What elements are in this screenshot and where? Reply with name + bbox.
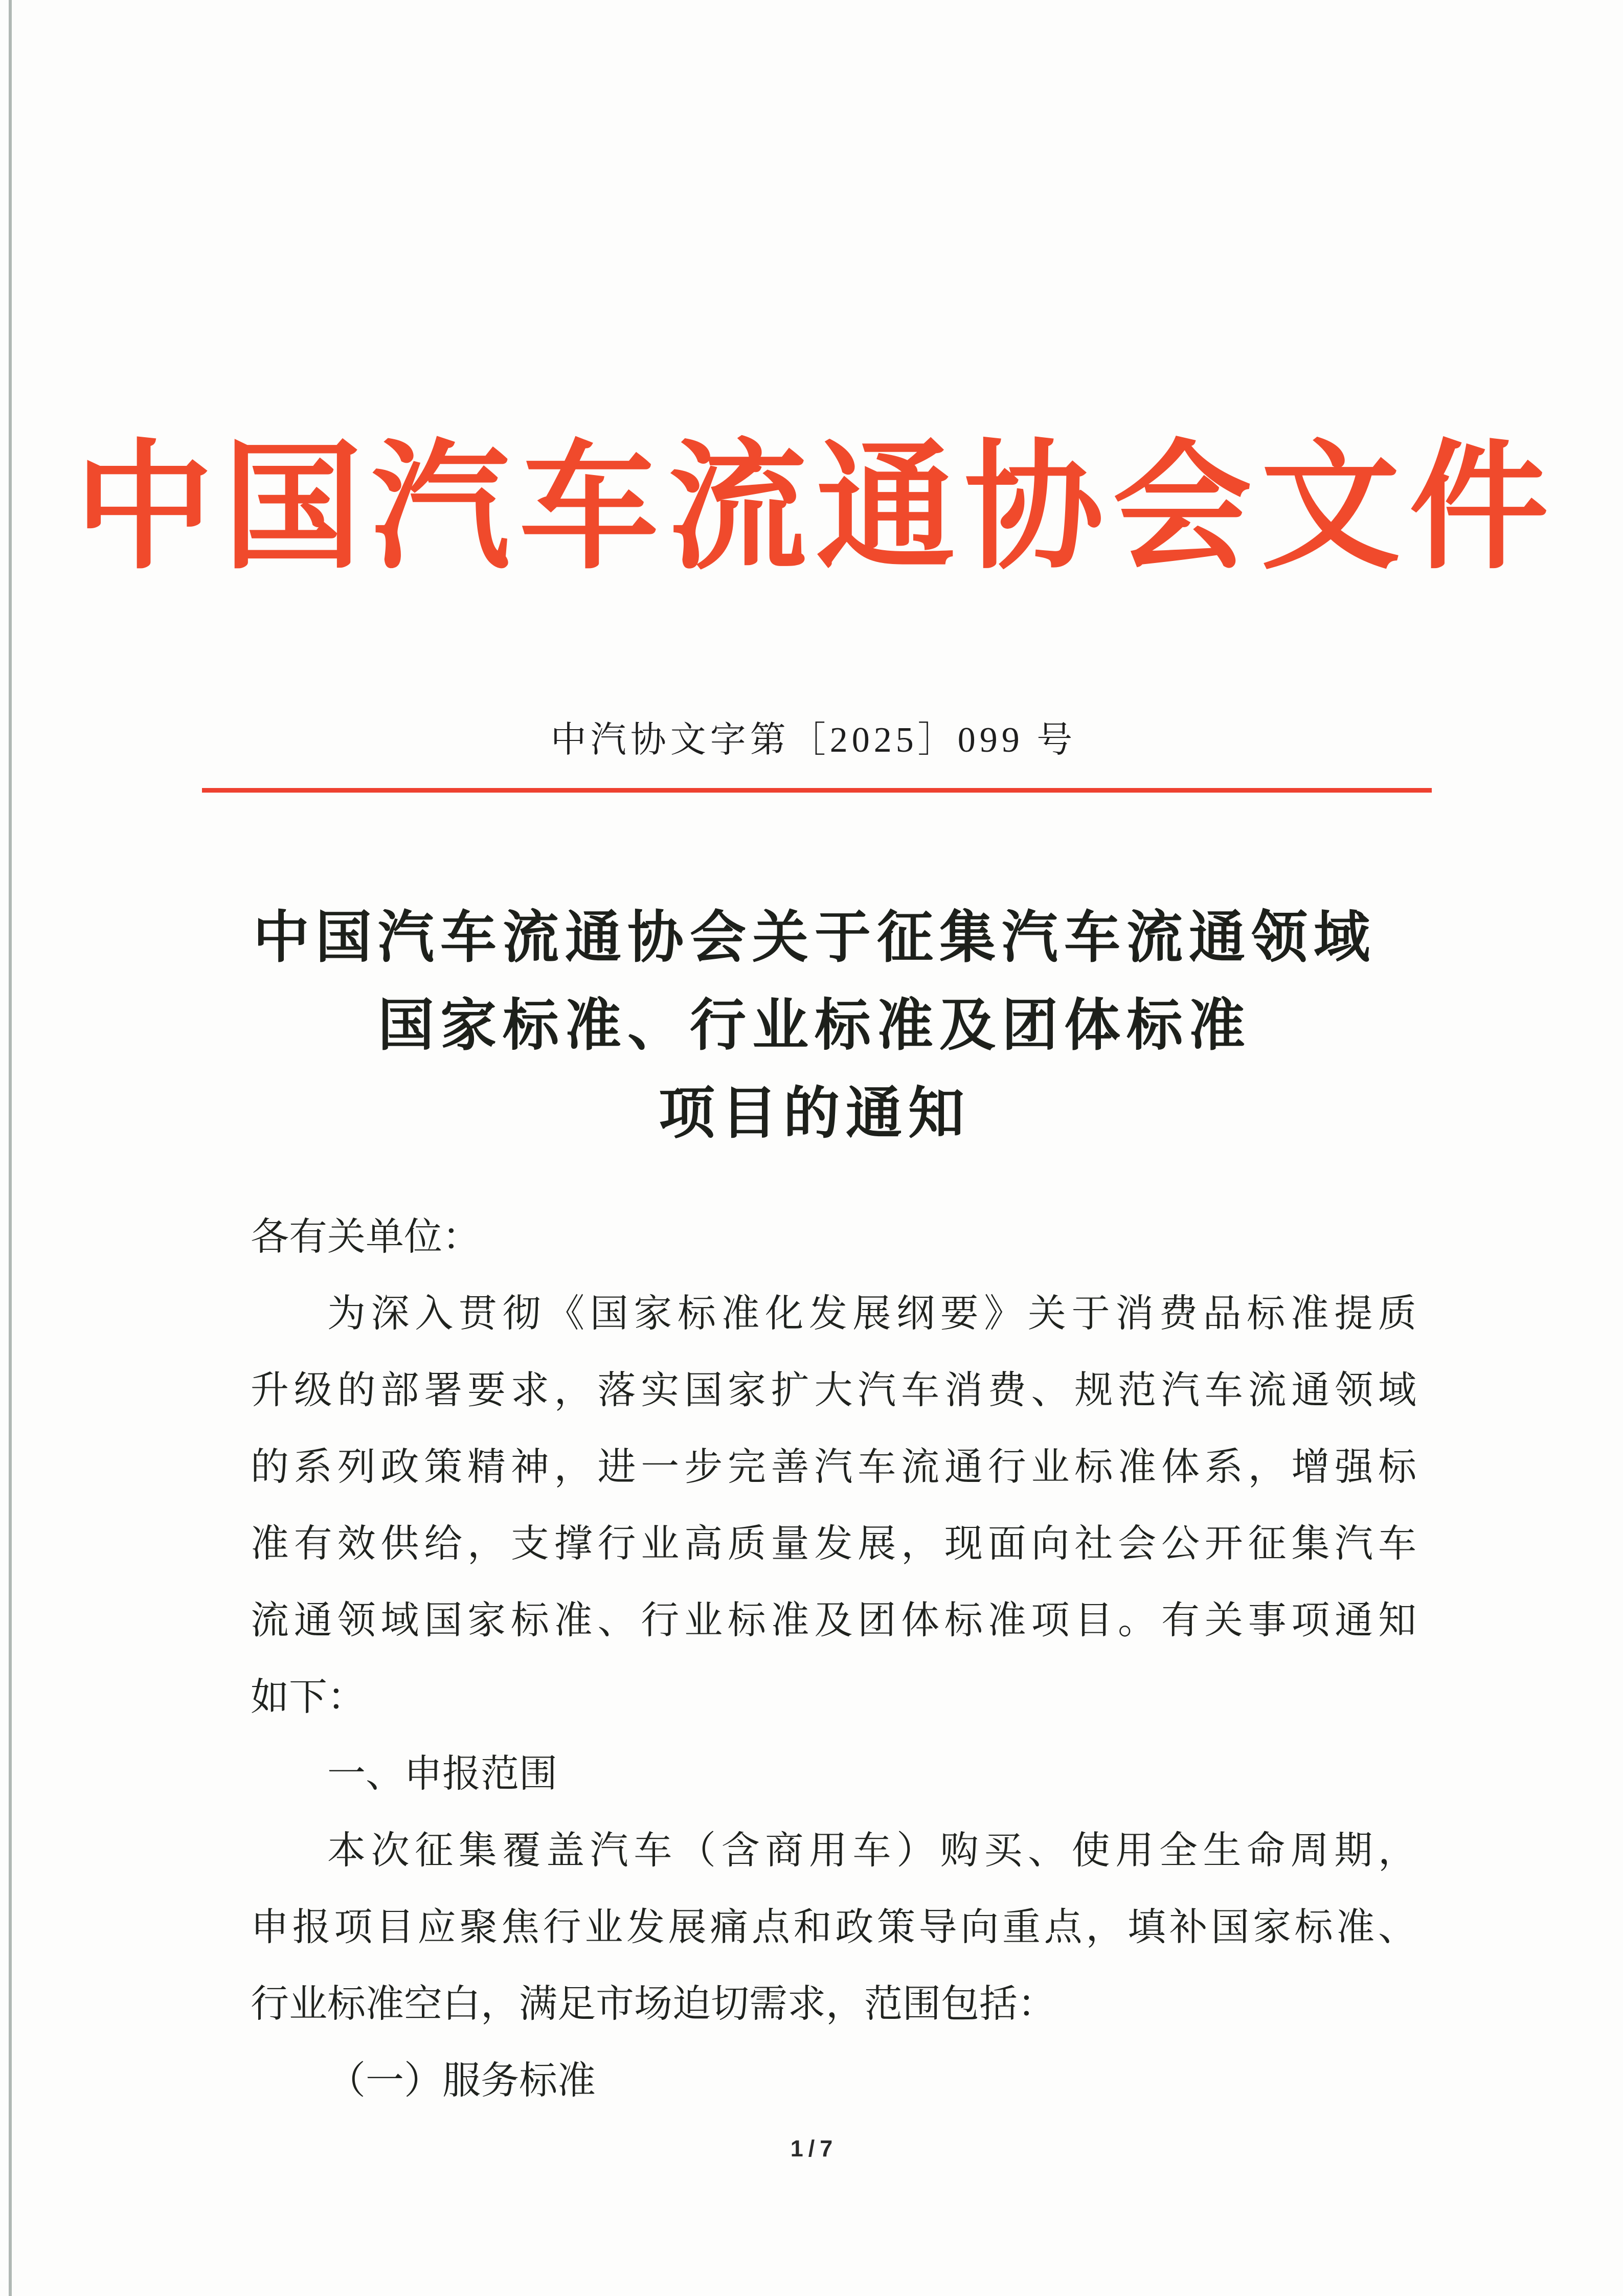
notice-title-line-3: 项目的通知 xyxy=(659,1083,971,1145)
body xyxy=(251,1199,1416,2120)
body-line: 流通领域国家标准、行业标准及团体标准项目。有关事项通知 xyxy=(251,1600,1416,1642)
body-line: 准有效供给，支撑行业高质量发展，现面向社会公开征集汽车 xyxy=(251,1523,1416,1565)
body-line: 为深入贯彻《国家标准化发展纲要》关于消费品标准提质 xyxy=(327,1293,1416,1335)
document-number: 中汽协文字第［2025］099 号 xyxy=(550,721,1077,760)
notice-title-line-2: 国家标准、行业标准及团体标准 xyxy=(378,995,1251,1057)
page-number: 1/7 xyxy=(790,2135,838,2162)
body-line: 申报项目应聚焦行业发展痛点和政策导向重点，填补国家标准、 xyxy=(251,1906,1416,1949)
body-line: 本次征集覆盖汽车（含商用车）购买、使用全生命周期， xyxy=(327,1830,1416,1872)
notice-title-line-1: 中国汽车流通协会关于征集汽车流通领域 xyxy=(253,907,1376,969)
body-line: 如下： xyxy=(251,1676,366,1719)
body-line: 各有关单位： xyxy=(251,1216,481,1258)
body-line: （一）服务标准 xyxy=(327,2060,596,2102)
notice-title xyxy=(0,894,1623,1158)
body-line: 升级的部署要求，落实国家扩大汽车消费、规范汽车流通领域 xyxy=(251,1369,1416,1412)
letterhead-title: 中国汽车流通协会文件 xyxy=(75,432,1558,586)
red-divider-rule xyxy=(202,788,1432,793)
body-line: 的系列政策精神，进一步完善汽车流通行业标准体系，增强标 xyxy=(251,1446,1416,1489)
body-line: 一、申报范围 xyxy=(327,1753,558,1795)
body-line: 行业标准空白，满足市场迫切需求，范围包括： xyxy=(251,1983,1056,2025)
